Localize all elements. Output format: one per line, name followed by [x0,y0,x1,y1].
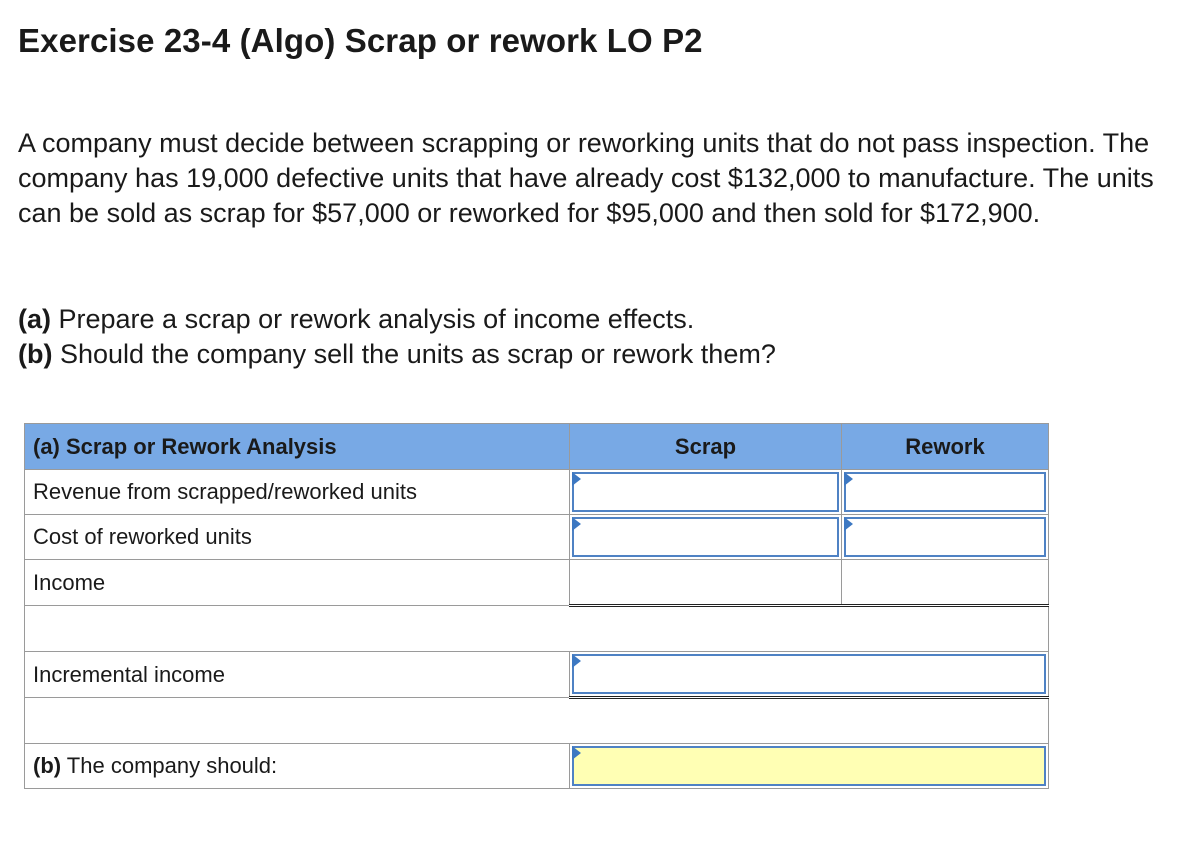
analysis-header: (a) Scrap or Rework Analysis [25,424,570,470]
decision-cell [570,744,1049,789]
dropdown-marker-icon [844,472,853,486]
question-a-label: (a) [18,304,51,334]
income-scrap-value [570,560,842,606]
spacer-row [25,606,1049,652]
decision-label [25,744,570,789]
revenue-rework-cell [842,470,1049,515]
question-b [18,337,776,372]
table-row-spacer [25,606,1049,652]
revenue-label: Revenue from scrapped/reworked units [25,470,570,515]
incremental-label: Incremental income [25,652,570,698]
revenue-scrap-cell [570,470,842,515]
exercise-title: Exercise 23-4 (Algo) Scrap or rework LO P2 [18,22,703,59]
question-a-text: Prepare a scrap or rework analysis of income effects. [51,304,695,334]
scrap-header: Scrap [570,424,842,470]
decision-label-text: The company should: [61,753,278,778]
table-row-income [25,560,1049,606]
incremental-income-input[interactable] [572,654,1046,694]
table-row-incremental [25,652,1049,698]
revenue-rework-input[interactable] [844,472,1046,512]
income-rework-value [842,560,1049,606]
cost-rework-input[interactable] [844,517,1046,557]
dropdown-marker-icon [572,517,581,531]
table-row-decision [25,744,1049,789]
cost-scrap-input[interactable] [572,517,839,557]
decision-label-part: (b) [33,753,62,778]
rework-header: Rework [842,424,1049,470]
problem-text: A company must decide between scrapping or reworking units that do not pass inspection. The company has 19,000 defective units that have already cost $132,000 to manufacture. The units can be sold as scrap for $57,000 or reworked for $95,000 and then sold for $172,900. [18,128,1154,228]
dropdown-marker-icon [572,746,581,760]
dropdown-marker-icon [844,517,853,531]
cost-rework-cell [842,515,1049,560]
table-row-cost [25,515,1049,560]
incremental-cell [570,652,1049,698]
question-b-label: (b) [18,339,53,369]
question-a [18,302,694,337]
spacer-row [25,698,1049,744]
cost-scrap-cell [570,515,842,560]
scrap-rework-table [24,423,1049,789]
table-row-spacer [25,698,1049,744]
cost-label: Cost of reworked units [25,515,570,560]
dropdown-marker-icon [572,654,581,668]
revenue-scrap-input[interactable] [572,472,839,512]
table-header-row [25,424,1049,470]
question-b-text: Should the company sell the units as scrap or rework them? [52,339,776,369]
decision-select[interactable] [572,746,1046,786]
table-row-revenue [25,470,1049,515]
dropdown-marker-icon [572,472,581,486]
income-label: Income [25,560,570,606]
